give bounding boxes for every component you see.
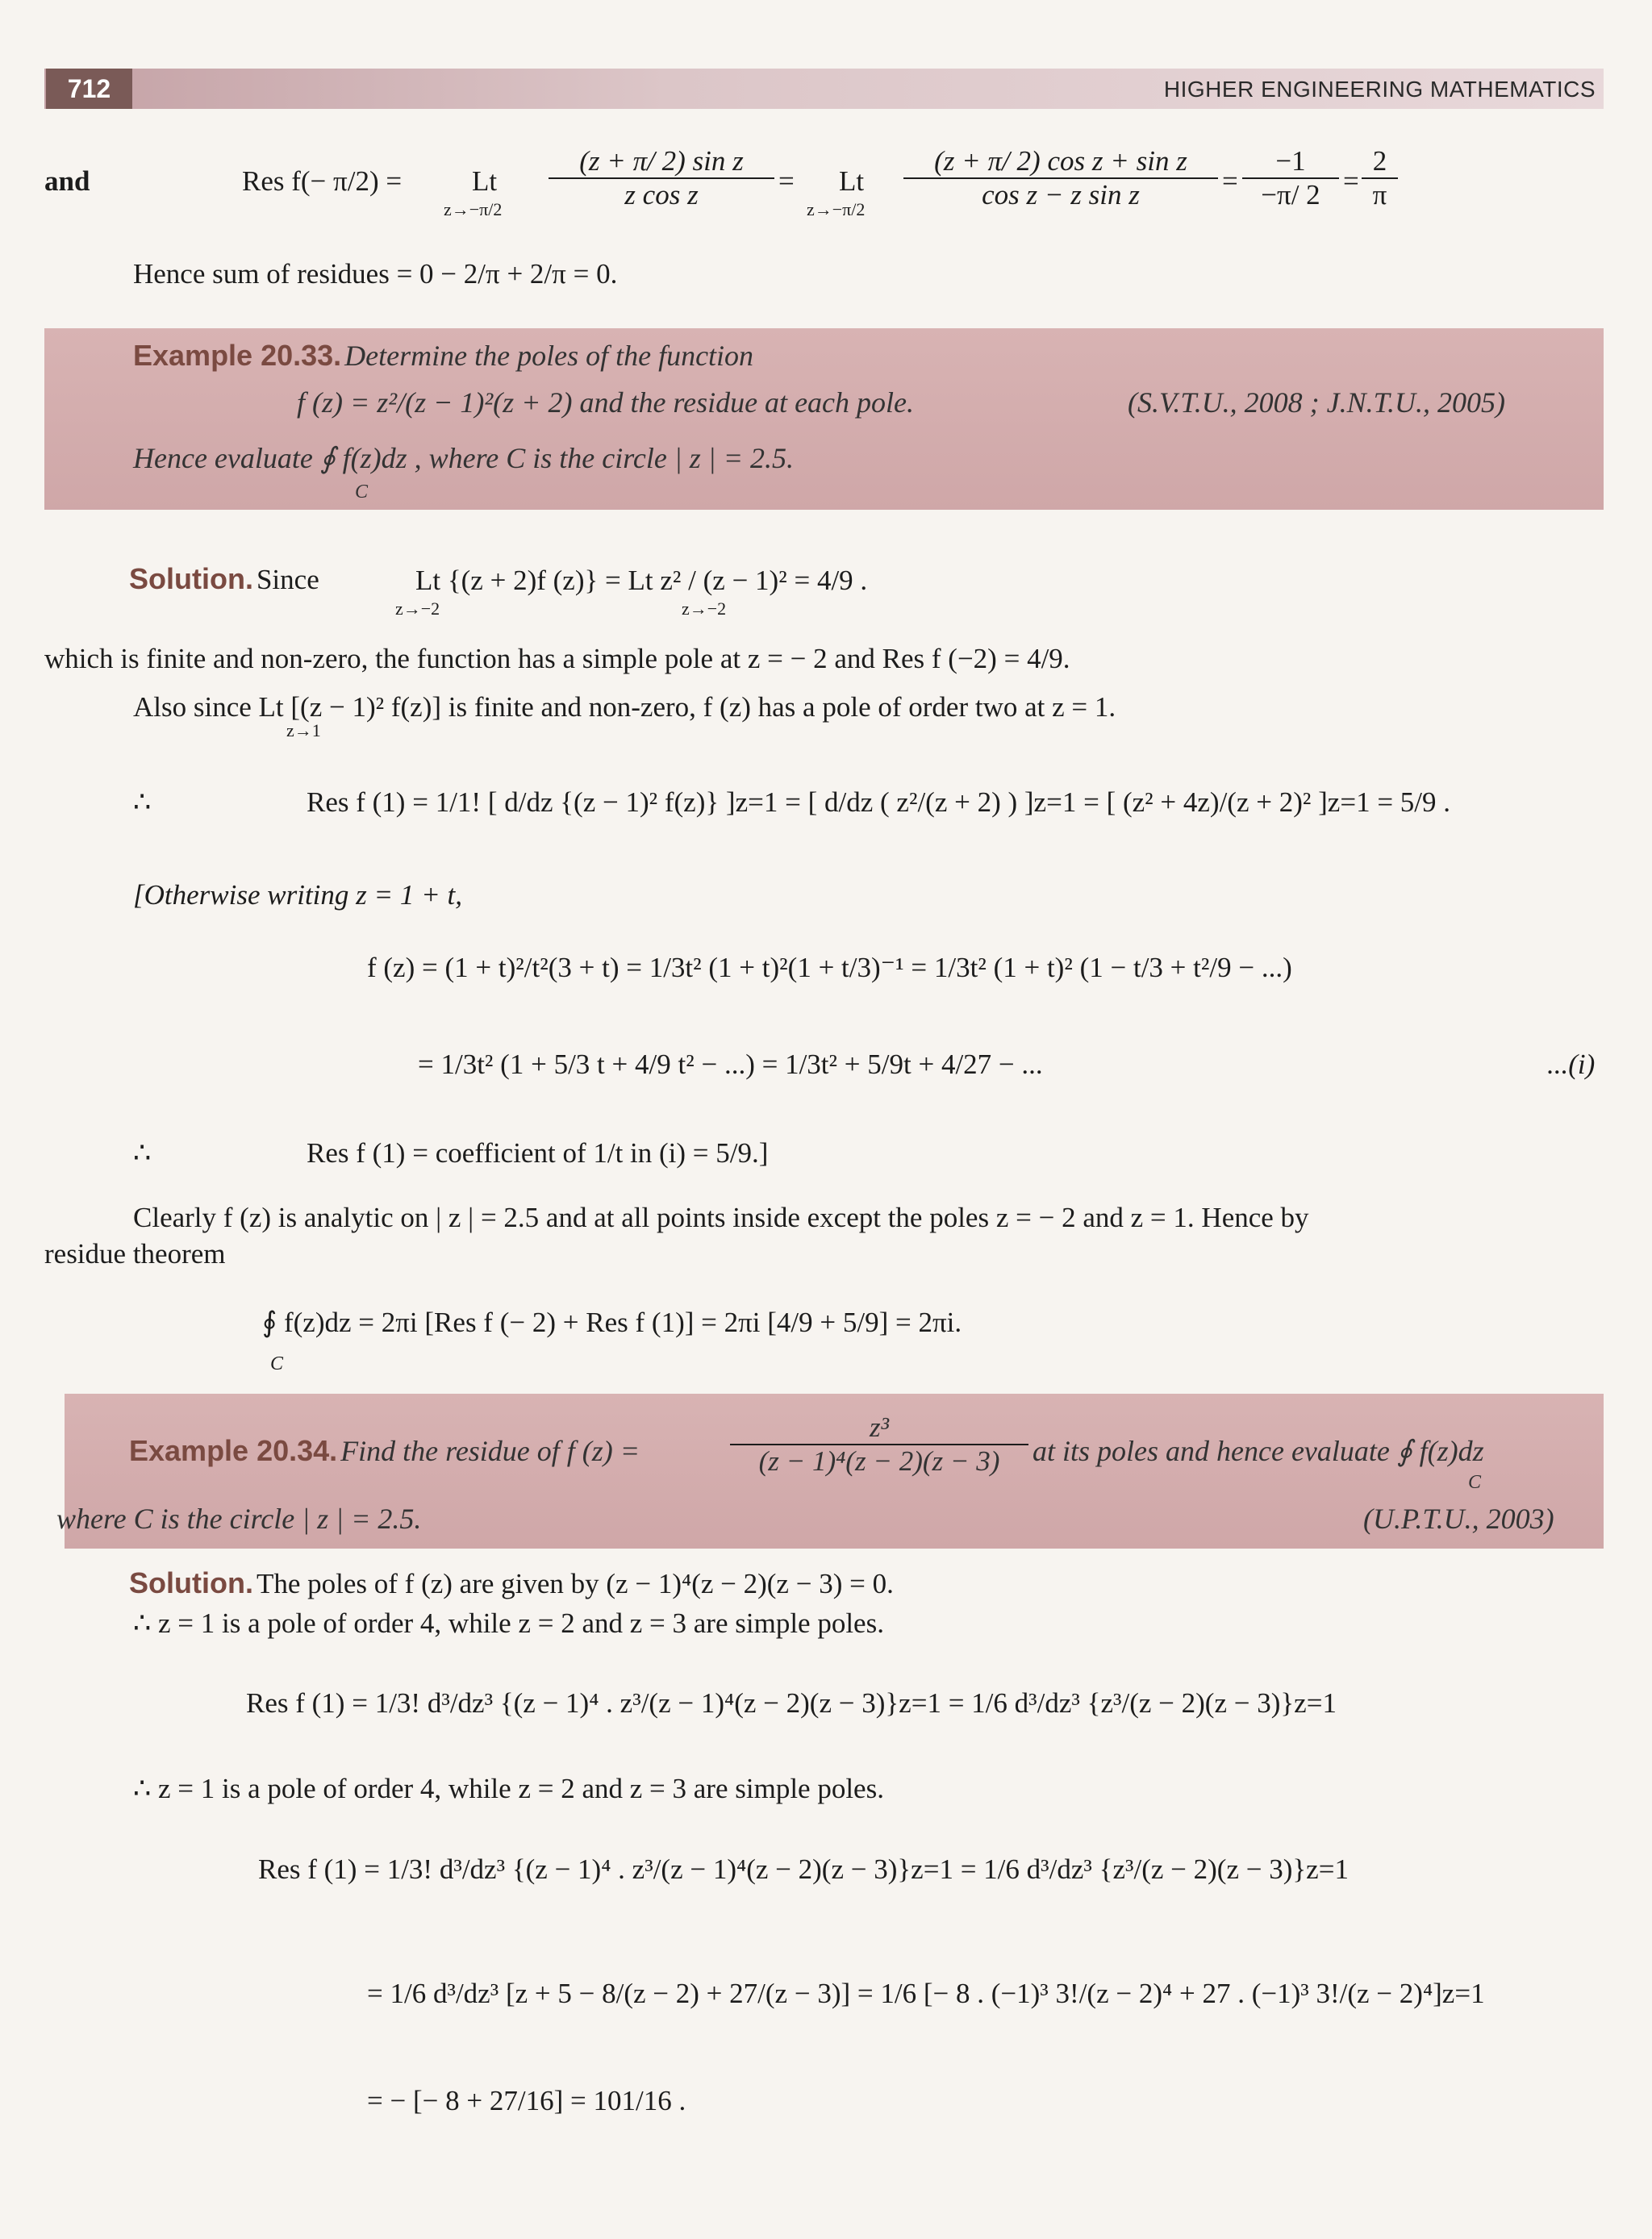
otherwise-writing: [Otherwise writing z = 1 + t, [133, 879, 462, 911]
residue-expression-a: Res f (1) = 1/3! d³/dz³ {(z − 1)⁴ . z³/(z − 1)⁴(z − 2)(z − 3)}z=1 = 1/6 d³/dz³ {z³/(z − 2)(z − 3)}z=1 [246, 1687, 1337, 1719]
residue-final-result: = − [− 8 + 27/16] = 101/16 . [367, 2085, 686, 2116]
lt-operator: Lt [472, 165, 498, 197]
solution-34-first-line: Solution. The poles of f (z) are given by (z − 1)⁴(z − 2)(z − 3) = 0. [129, 1566, 894, 1599]
residue-expression-b: Res f (1) = 1/3! d³/dz³ {(z − 1)⁴ . z³/(z − 1)⁴(z − 2)(z − 3)}z=1 = 1/6 d³/dz³ {z³/(z − 2)(z − 3)}z=1 [258, 1853, 1349, 1885]
residue-at-1: Res f (1) = 1/1! [ d/dz {(z − 1)² f(z)} ]z=1 = [ d/dz ( z²/(z + 2) ) ]z=1 = [ (z² + 4z)/(z + 2)² ]z=1 = 5/9 . [307, 786, 1451, 818]
example-33-evaluate: Hence evaluate ∮ f(z)dz , where C is the circle | z | = 2.5. [133, 442, 794, 474]
fraction-4: $\frac{2}{\pi}$ [1362, 145, 1398, 211]
contour-integral-result: ∮ f(z)dz = 2πi [Res f (− 2) + Res f (1)] = 2πi [4/9 + 5/9] = 2πi. [262, 1307, 962, 1338]
therefore-1: ∴ [133, 786, 152, 818]
contour-label-3: C [1468, 1472, 1482, 1493]
example-34-reference: (U.P.T.U., 2003) [1363, 1503, 1554, 1535]
fraction-3: $\frac{-1}{-\pi/ 2}$ [1242, 145, 1339, 211]
lt-operator-2: Lt [839, 165, 865, 197]
and-label: and [44, 165, 90, 197]
simple-pole-statement: which is finite and non-zero, the function has a simple pole at z = − 2 and Res f (−2) = 4/9. [44, 643, 1070, 674]
res-lhs: Res f(− π/2) = [242, 165, 403, 197]
fraction-1: $\frac{\text{(z + π/ 2) sin z}}{\text{z cos z}}$ [549, 145, 774, 211]
example-34-fraction: $\frac{\text{z³}}{\text{(z − 1)⁴(z − 2)(z − 3)}}$ [730, 1411, 1028, 1478]
therefore-2: ∴ [133, 1137, 152, 1169]
limit-subscript-1: z→−2 [395, 598, 440, 619]
fraction-2: $\frac{\text{(z + π/ 2) cos z + sin z}}{\text{cos z − z sin z}}$ [903, 145, 1218, 211]
page-number: 712 [46, 69, 132, 109]
series-line-1: f (z) = (1 + t)²/t²(3 + t) = 1/3t² (1 + t)²(1 + t/3)⁻¹ = 1/3t² (1 + t)² (1 − t/3 + t²/9 − ...) [367, 952, 1292, 983]
sum-of-residues: Hence sum of residues = 0 − 2/π + 2/π = 0. [133, 258, 618, 290]
series-line-2: = 1/3t² (1 + 5/3 t + 4/9 t² − ...) = 1/3t² + 5/9t + 4/27 − ... [418, 1049, 1043, 1080]
residue-coefficient: Res f (1) = coefficient of 1/t in (i) = 5/9.] [307, 1137, 769, 1169]
limit-subscript-2: z→−2 [682, 598, 727, 619]
residue-expression-c: = 1/6 d³/dz³ [z + 5 − 8/(z − 2) + 27/(z − 3)] = 1/6 [− 8 . (−1)³ 3!/(z − 2)⁴ + 27 . (−1)³ 3!/(z − 2)⁴]z=1 [367, 1978, 1485, 2009]
solution-33-first-line: Solution. Since [129, 562, 319, 595]
contour-label: C [355, 482, 369, 502]
limit-subscript-3: z→1 [286, 720, 321, 740]
pole-order-statement-2: ∴ z = 1 is a pole of order 4, while z = 2 and z = 3 are simple poles. [133, 1773, 884, 1804]
lt-subscript-2: z→−π/2 [807, 199, 866, 219]
residue-theorem: residue theorem [44, 1238, 226, 1270]
running-title: HIGHER ENGINEERING MATHEMATICS [1163, 77, 1596, 102]
equation-label-i: ...(i) [1547, 1049, 1596, 1080]
example-33-heading: Example 20.33. Determine the poles of the function [133, 339, 754, 372]
pole-order-statement-1: ∴ z = 1 is a pole of order 4, while z = 2 and z = 3 are simple poles. [133, 1607, 884, 1639]
example-34-heading: Example 20.34. Find the residue of f (z) = [129, 1434, 640, 1467]
example-34-circle: where C is the circle | z | = 2.5. [56, 1503, 422, 1535]
example-34-evaluate: at its poles and hence evaluate ∮ f(z)dz [1032, 1435, 1484, 1467]
order-two-statement: Also since Lt [(z − 1)² f(z)] is finite and non-zero, f (z) has a pole of order two at z = 1. [133, 691, 1116, 723]
analytic-statement: Clearly f (z) is analytic on | z | = 2.5 and at all points inside except the poles z = − 2 and z = 1. Hence by [133, 1202, 1309, 1233]
example-33-function: f (z) = z²/(z − 1)²(z + 2) and the residue at each pole. [297, 386, 914, 419]
lt-subscript: z→−π/2 [444, 199, 503, 219]
example-33-reference: (S.V.T.U., 2008 ; J.N.T.U., 2005) [1128, 386, 1505, 419]
contour-label-2: C [270, 1353, 284, 1374]
solution-33-limit: Lt {(z + 2)f (z)} = Lt z² / (z − 1)² = 4/9 . [415, 565, 868, 596]
